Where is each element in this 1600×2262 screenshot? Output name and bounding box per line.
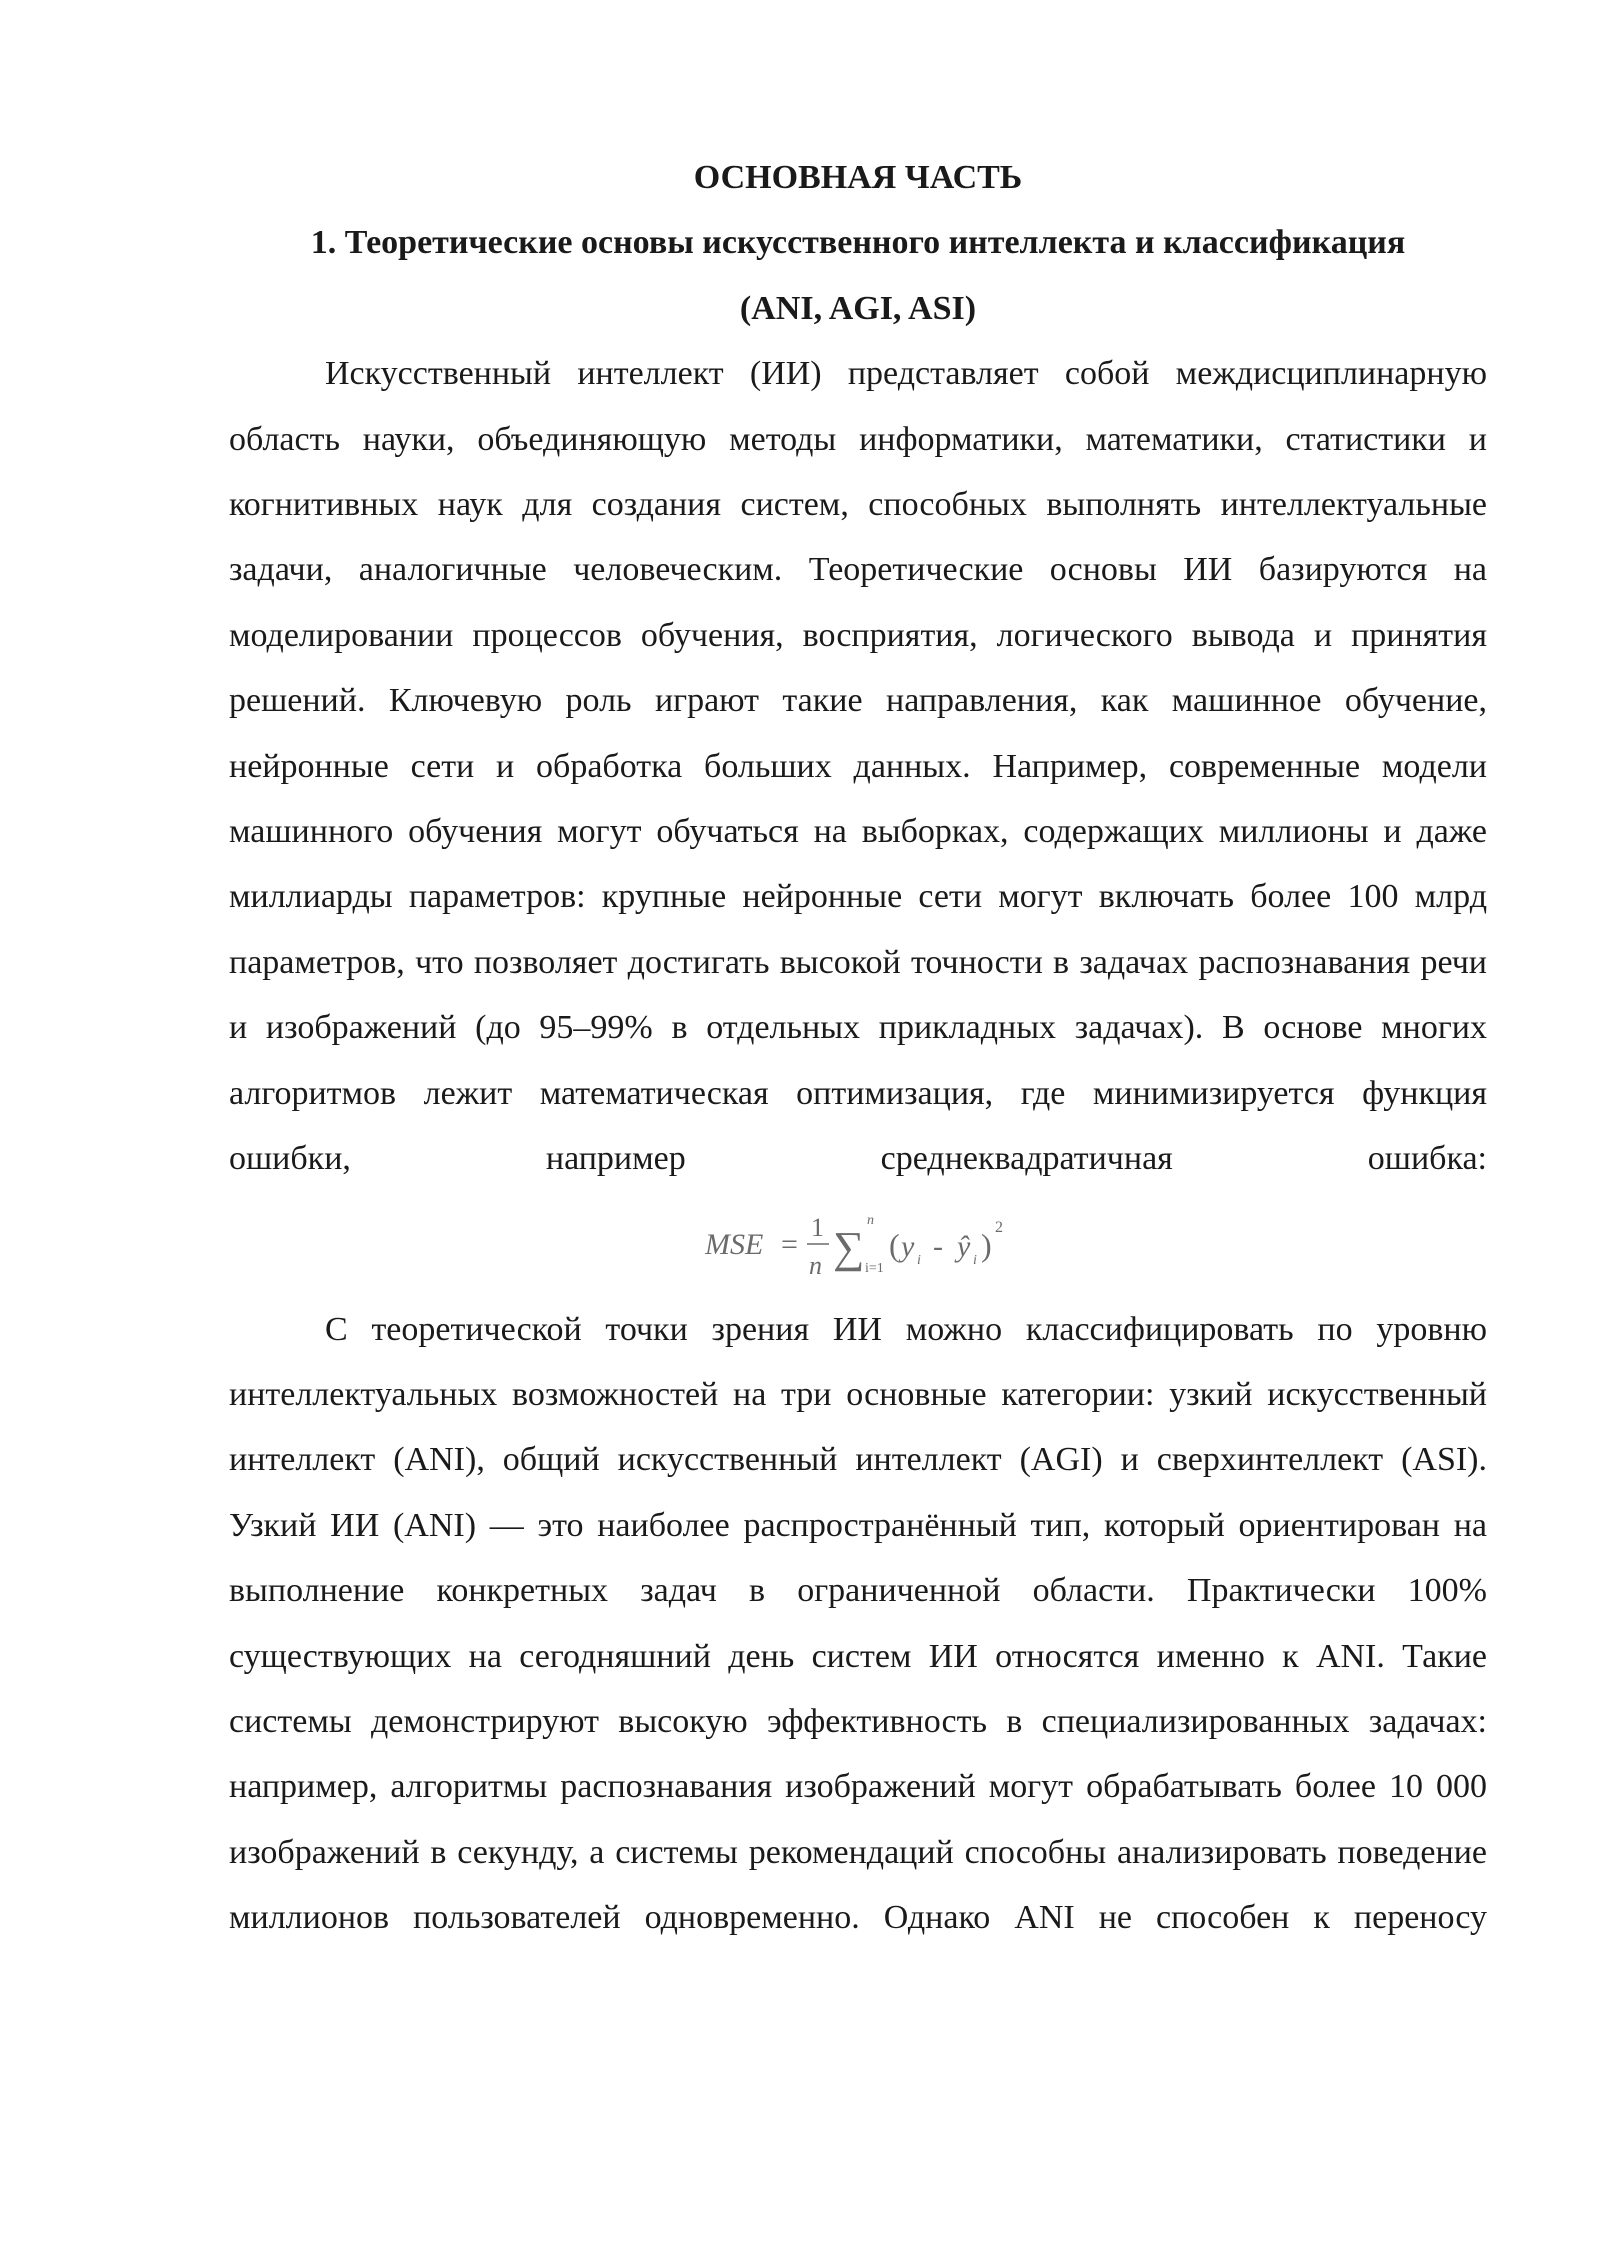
- formula-open-paren: (: [889, 1226, 900, 1263]
- paragraph-classification: С теоретической точки зрения ИИ можно классифицировать по уровню интеллектуальных возможностей на три основные категории: узкий искусственный интеллект (ANI), общий искусственный интеллект (AGI) и сверхинтеллект (ASI). Узкий ИИ (ANI) — это наиболее распространённый тип, который ориентирован на выполнение конкретных задач в ограниченной области. Практически 100% существующих на сегодняшний день систем ИИ относятся именно к ANI. Такие системы демонстрируют высокую эффективность в специализированных задачах: например, алгоритмы распознавания изображений могут обрабатывать более 10 000 изображений в секунду, а системы рекомендаций способны анализировать поведение миллионов пользователей одновременно. Однако ANI не способен к переносу: [229, 1310, 1487, 1937]
- formula-sigma: ∑: [833, 1222, 865, 1272]
- formula-upper: n: [867, 1212, 874, 1228]
- mse-formula: [705, 1198, 1025, 1294]
- section-title: ОСНОВНАЯ ЧАСТЬ: [693, 159, 1023, 196]
- formula-minus: -: [933, 1229, 943, 1263]
- formula-yhat-sub: i: [973, 1252, 977, 1268]
- formula-numerator: 1: [811, 1212, 824, 1242]
- page-content: [229, 145, 1487, 1951]
- formula-denominator: n: [809, 1250, 822, 1280]
- formula-power: 2: [995, 1218, 1003, 1236]
- formula-close-paren: ): [981, 1226, 992, 1263]
- formula-y: y: [901, 1229, 915, 1263]
- formula-y-sub: i: [917, 1252, 921, 1268]
- subsection-title-line2: (ANI, AGI, ASI): [739, 289, 977, 327]
- paragraph-intro: Искусственный интеллект (ИИ) представляет собой междисциплинарную область науки, объединяющую методы информатики, математики, статистики и когнитивных наук для создания систем, способных выполнять интеллектуальные задачи, аналогичные человеческим. Теоретические основы ИИ базируются на моделировании процессов обучения, восприятия, логического вывода и принятия решений. Ключевую роль играют такие направления, как машинное обучение, нейронные сети и обработка больших данных. Например, современные модели машинного обучения могут обучаться на выборках, содержащих миллионы и даже миллиарды параметров: крупные нейронные сети могут включать более 100 млрд параметров, что позволяет достигать высокой точности в задачах распознавания речи и изображений (до 95–99% в отдельных прикладных задачах). В основе многих алгоритмов лежит математическая оптимизация, где минимизируется функция ошибки, например среднеквадратичная ошибка:: [229, 355, 1487, 1178]
- formula-equals: =: [781, 1227, 798, 1261]
- formula-lhs: MSE: [705, 1227, 764, 1261]
- formula-block: [229, 1192, 1487, 1297]
- formula-yhat: ŷ: [957, 1229, 971, 1263]
- subsection-title-line1: 1. Теоретические основы искусственного интеллекта и классификация: [310, 224, 1406, 262]
- formula-lower: i=1: [865, 1260, 884, 1276]
